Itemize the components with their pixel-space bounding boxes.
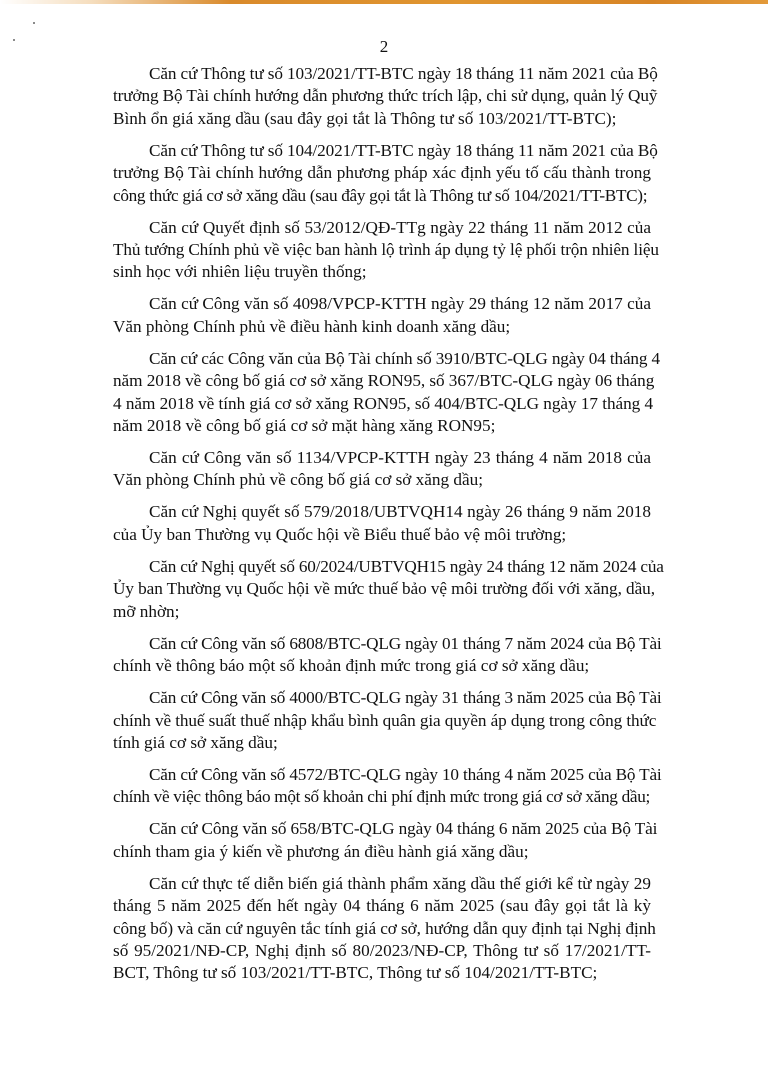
paragraph-line: sinh học với nhiên liệu truyền thống; <box>113 262 367 282</box>
paragraph-line: chính về việc thông báo một số khoản chi phí định mức trong giá cơ sở xăng dầu; <box>113 787 650 807</box>
paragraph-line: Căn cứ Công văn số 6808/BTC-QLG ngày 01 tháng 7 năm 2024 của Bộ Tài <box>149 633 662 653</box>
legal-basis-paragraph <box>113 556 664 623</box>
paragraph-line: Căn cứ Công văn số 4572/BTC-QLG ngày 10 tháng 4 năm 2025 của Bộ Tài <box>149 764 662 784</box>
legal-basis-paragraph <box>113 293 651 338</box>
scan-top-edge <box>0 0 768 4</box>
paragraph-line: chính về thuế suất thuế nhập khẩu bình quân gia quyền áp dụng trong công thức <box>113 710 657 730</box>
legal-basis-paragraph <box>113 633 662 678</box>
paragraph-line: số 95/2021/NĐ-CP, Nghị định số 80/2023/NĐ-CP, Thông tư số 17/2021/TT- <box>113 940 651 960</box>
paragraph-line: Căn cứ Công văn số 4098/VPCP-KTTH ngày 29 tháng 12 năm 2017 của <box>149 294 651 314</box>
scan-speck <box>33 22 35 24</box>
paragraph-line: Bình ổn giá xăng dầu (sau đây gọi tắt là Thông tư số 103/2021/TT-BTC); <box>113 108 617 128</box>
paragraph-line: Văn phòng Chính phủ về điều hành kinh doanh xăng dầu; <box>113 316 511 336</box>
paragraph-line: tháng 5 năm 2025 đến hết ngày 04 tháng 6 năm 2025 (sau đây gọi tắt là kỳ <box>113 896 651 916</box>
legal-basis-paragraph <box>113 687 662 754</box>
legal-basis-paragraph <box>113 447 651 492</box>
legal-basis-paragraph <box>113 501 651 546</box>
legal-basis-paragraph <box>113 818 658 863</box>
paragraph-line: công thức giá cơ sở xăng dầu (sau đây gọi tắt là Thông tư số 104/2021/TT-BTC); <box>113 185 648 205</box>
paragraph-line: Văn phòng Chính phủ về công bố giá cơ sở xăng dầu; <box>113 470 483 490</box>
paragraph-line: trưởng Bộ Tài chính hướng dẫn phương thức trích lập, chi sử dụng, quản lý Quỹ <box>113 86 658 106</box>
paragraph-line: Căn cứ Công văn số 1134/VPCP-KTTH ngày 23 tháng 4 năm 2018 của <box>149 448 651 468</box>
paragraph-line: năm 2018 về công bố giá cơ sở xăng RON95, số 367/BTC-QLG ngày 06 tháng <box>113 371 655 391</box>
paragraph-line: Căn cứ Thông tư số 103/2021/TT-BTC ngày 18 tháng 11 năm 2021 của Bộ <box>149 64 658 83</box>
paragraph-line: Căn cứ thực tế diễn biến giá thành phẩm xăng dầu thế giới kể từ ngày 29 <box>149 873 651 893</box>
paragraph-line: năm 2018 về công bố giá cơ sở mặt hàng xăng RON95; <box>113 416 496 436</box>
paragraph-line: Ủy ban Thường vụ Quốc hội về mức thuế bảo vệ môi trường đối với xăng, dầu, <box>113 579 655 599</box>
paragraph-line: của Ủy ban Thường vụ Quốc hội về Biểu thuế bảo vệ môi trường; <box>113 524 567 544</box>
page-number: 2 <box>379 37 389 56</box>
paragraph-line: Căn cứ Công văn số 4000/BTC-QLG ngày 31 tháng 3 năm 2025 của Bộ Tài <box>149 688 662 708</box>
legal-basis-paragraph <box>113 140 658 207</box>
legal-basis-paragraph <box>113 873 656 985</box>
legal-basis-paragraph <box>113 63 658 130</box>
legal-basis-paragraph <box>113 217 659 284</box>
paragraph-line: Căn cứ Quyết định số 53/2012/QĐ-TTg ngày 22 tháng 11 năm 2012 của <box>149 217 651 237</box>
paragraph-line: Căn cứ Nghị quyết số 60/2024/UBTVQH15 ngày 24 tháng 12 năm 2024 của <box>149 556 664 576</box>
paragraph-line: Căn cứ Nghị quyết số 579/2018/UBTVQH14 ngày 26 tháng 9 năm 2018 <box>149 502 651 522</box>
paragraph-line: chính tham gia ý kiến về phương án điều hành giá xăng dầu; <box>113 841 529 861</box>
legal-basis-paragraph <box>113 764 662 809</box>
paragraph-line: trưởng Bộ Tài chính hướng dẫn phương pháp xác định yếu tố cấu thành trong <box>113 163 651 183</box>
paragraph-line: chính về thông báo một số khoản định mức trong giá cơ sở xăng dầu; <box>113 656 590 676</box>
document-body <box>113 63 664 994</box>
paragraph-line: Căn cứ các Công văn của Bộ Tài chính số 3910/BTC-QLG ngày 04 tháng 4 <box>149 348 660 368</box>
paragraph-line: 4 năm 2018 về tính giá cơ sở xăng RON95, số 404/BTC-QLG ngày 17 tháng 4 <box>113 393 654 413</box>
paragraph-line: Căn cứ Công văn số 658/BTC-QLG ngày 04 tháng 6 năm 2025 của Bộ Tài <box>149 819 658 839</box>
paragraph-line: Căn cứ Thông tư số 104/2021/TT-BTC ngày 18 tháng 11 năm 2021 của Bộ <box>149 140 658 160</box>
paragraph-line: BCT, Thông tư số 103/2021/TT-BTC, Thông tư số 104/2021/TT-BTC; <box>113 963 598 983</box>
paragraph-line: tính giá cơ sở xăng dầu; <box>113 732 278 752</box>
legal-basis-paragraph <box>113 348 660 438</box>
paragraph-line: công bố) và căn cứ nguyên tắc tính giá cơ sở, hướng dẫn quy định tại Nghị định <box>113 918 656 938</box>
paragraph-line: Thủ tướng Chính phủ về việc ban hành lộ trình áp dụng tỷ lệ phối trộn nhiên liệu <box>113 240 659 260</box>
paragraph-line: mỡ nhờn; <box>113 601 180 621</box>
